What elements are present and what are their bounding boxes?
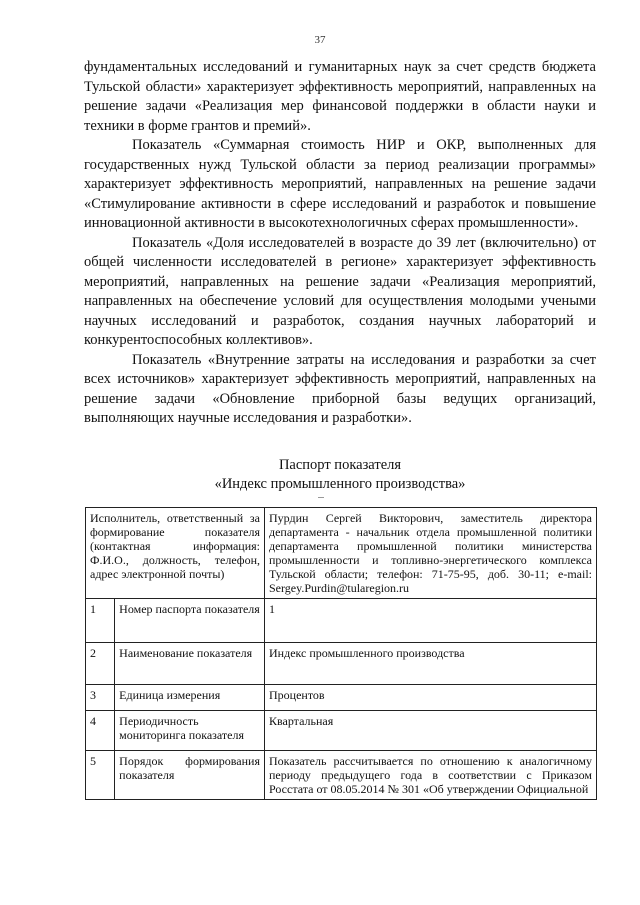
row-value: Квартальная	[265, 711, 597, 751]
paragraph-4: Показатель «Внутренние затраты на исследования и разработки за счет всех источников» характеризует эффективность мероприятий, направленных на решение задачи «Обновление приборной базы ведущих организаций, выполняющих научные исследования и разработки».	[84, 351, 596, 426]
page-number: 37	[314, 34, 326, 46]
table-row	[86, 599, 597, 643]
paragraph-3: Показатель «Доля исследователей в возрасте до 39 лет (включительно) от общей численности исследователей в регионе» характеризует эффективность мероприятий, направленных на решение задачи «Реализация мероприятий, направленных на обеспечение условий для осуществления молодыми учеными научных исследований и разработок, создания научных лабораторий и конкурентоспособных коллективов».	[84, 234, 596, 348]
paragraph-1: фундаментальных исследований и гуманитарных наук за счет средств бюджета Тульской области» характеризует эффективность мероприятий, направленных на решение задачи «Реализация мер финансовой поддержки в области науки и техники в форме грантов и премий».	[84, 59, 596, 134]
table-row	[86, 751, 597, 800]
row-label: Периодичность мониторинга показателя	[115, 711, 265, 751]
row-label: Порядок формирования показателя	[115, 751, 265, 800]
row-label: Номер паспорта показателя	[115, 599, 265, 643]
table-row	[86, 685, 597, 711]
row-number: 5	[86, 751, 115, 800]
responsible-label: Исполнитель, ответственный за формирование показателя (контактная информация: Ф.И.О., должность, телефон, адрес электронной почты)	[86, 508, 265, 599]
row-number: 3	[86, 685, 115, 711]
paragraph-2: Показатель «Суммарная стоимость НИР и ОКР, выполненных для государственных нужд Тульской области за период реализации программы» характеризует эффективность мероприятий, направленных на решение задачи «Стимулирование активности в сфере исследований и разработок и повышение инновационной активности в высокотехнологичных сферах промышленности».	[84, 137, 596, 231]
row-label: Единица измерения	[115, 685, 265, 711]
row-label: Наименование показателя	[115, 643, 265, 685]
row-number: 4	[86, 711, 115, 751]
row-number: 1	[86, 599, 115, 643]
passport-table	[85, 507, 597, 800]
table-row	[86, 711, 597, 751]
passport-subtitle: «Индекс промышленного производства»	[214, 476, 466, 492]
body-text	[84, 58, 596, 429]
row-value: Индекс промышленного производства	[265, 643, 597, 685]
row-value: Процентов	[265, 685, 597, 711]
table-row	[86, 643, 597, 685]
row-number: 2	[86, 643, 115, 685]
table-row-responsible	[86, 508, 597, 599]
passport-title: Паспорт показателя	[278, 457, 402, 473]
passport-heading	[84, 456, 596, 494]
row-value: Показатель рассчитывается по отношению к аналогичному периоду предыдущего года в соответствии с Приказом Росстата от 08.05.2014 № 301 «Об утверждении Официальной	[265, 751, 597, 800]
separator-mark	[318, 497, 324, 498]
row-value: 1	[265, 599, 597, 643]
responsible-value: Пурдин Сергей Викторович, заместитель директора департамента - начальник отдела промышленной политики департамента промышленной политики министерства промышленности и топливно-энергетического комплекса Тульской области; телефон: 71-75-95, доб. 30-11; e-mail: Sergey.Purdin@tularegion.ru	[265, 508, 597, 599]
